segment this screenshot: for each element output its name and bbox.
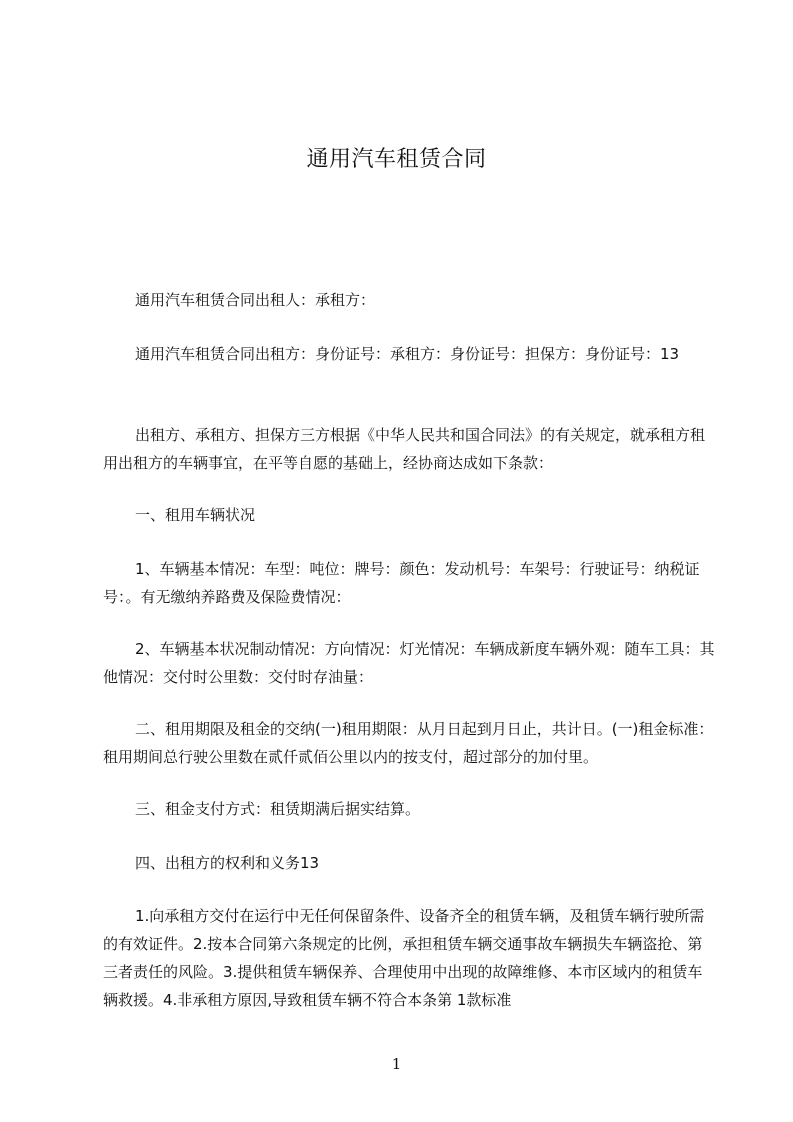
section-heading-vehicle-status: 一、租用车辆状况 [135, 506, 256, 524]
paragraph-preamble: 出租方、承租方、担保方三方根据《中华人民共和国合同法》的有关规定，就承租方租用出租方的车辆事宜，在平等自愿的基础上，经协商达成如下条款： [103, 426, 706, 472]
section-heading-lessor-rights: 四、出租方的权利和义务13 [135, 854, 320, 872]
paragraph-rental-term: 二、租用期限及租金的交纳(一)租用期限：从月日起到月日止，共计日。(一)租金标准：租用期间总行驶公里数在贰仟贰佰公里以内的按支付，超过部分的加付里。 [103, 720, 714, 766]
paragraph-lessor-obligations: 1.向承租方交付在运行中无任何保留条件、设备齐全的租赁车辆，及租赁车辆行驶所需的有效证件。2.按本合同第六条规定的比例，承担租赁车辆交通事故车辆损失车辆盗抢、第三者责任的风险。3.提供租赁车辆保养、合理使用中出现的故障维修、本市区域内的租赁车辆救援。4.非承租方原因,导致租赁车辆不符合本条第 1款标准 [103, 907, 705, 1009]
paragraph-vehicle-basic-info: 1、车辆基本情况：车型：吨位：牌号：颜色：发动机号：车架号：行驶证号：纳税证号：。有无缴纳养路费及保险费情况： [103, 560, 700, 606]
paragraph-parties: 通用汽车租赁合同出租人：承租方： [135, 291, 376, 309]
document-title: 通用汽车租赁合同 [306, 147, 487, 172]
paragraph-vehicle-condition: 2、车辆基本状况制动情况：方向情况：灯光情况：车辆成新度车辆外观：随车工具：其他情况：交付时公里数：交付时存油量： [103, 640, 715, 686]
paragraph-payment-method: 三、租金支付方式：租赁期满后据实结算。 [135, 800, 421, 818]
paragraph-identification: 通用汽车租赁合同出租方：身份证号：承租方：身份证号：担保方：身份证号：13 [135, 345, 680, 363]
page-number: 1 [391, 1055, 402, 1073]
